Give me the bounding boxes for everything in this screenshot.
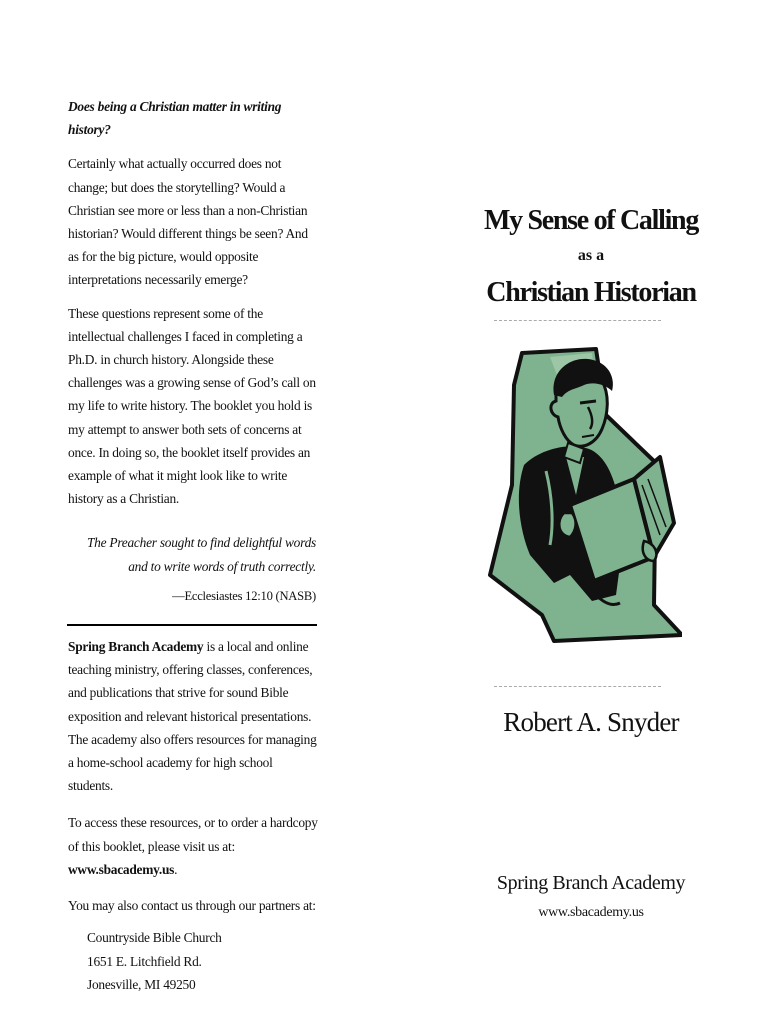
address-line-church: Countryside Bible Church	[87, 930, 222, 946]
partner-address	[68, 926, 320, 997]
lead-question: Does being a Christian matter in writing history?	[68, 99, 282, 138]
reading-scholar-illustration	[484, 345, 682, 643]
back-panel	[68, 95, 320, 997]
publisher-website[interactable]: www.sbacademy.us	[538, 905, 644, 920]
academy-paragraph	[68, 635, 320, 797]
cover-title-line-2: Christian Historian	[486, 277, 696, 308]
author-name: Robert A. Snyder	[503, 707, 679, 737]
quote-line-2: and to write words of truth correctly.	[128, 558, 316, 574]
academy-description: is a local and online teaching ministry, offering classes, conferences, and publications that strive for sound Bible exposition and relevant historical presentations. The academy also offers resources for managing a home-school academy for high school students.	[68, 639, 317, 794]
scripture-citation: —Ecclesiastes 12:10 (NASB)	[172, 588, 316, 603]
contact-paragraph: You may also contact us through our partners at:	[68, 898, 316, 914]
section-divider	[67, 624, 317, 626]
cover-title-connector: as a	[577, 247, 605, 264]
cover-dashed-divider-top	[494, 320, 661, 321]
cover-dashed-divider-bottom	[494, 686, 661, 687]
access-paragraph	[68, 811, 320, 881]
challenges-paragraph: These questions represent some of the intellectual challenges I faced in completing a Ph.D. in church history. Alongside these challenges was a growing sense of God’s call on my life to write history. The booklet you hold is my attempt to answer both sets of concerns at once. In doing so, the booklet itself provides an example of what it might look like to write history as a Christian.	[68, 305, 316, 507]
publisher-name: Spring Branch Academy	[496, 872, 686, 894]
quote-line-1: The Preacher sought to find delightful words	[86, 535, 316, 551]
scripture-quote	[68, 531, 320, 577]
intro-paragraph: Certainly what actually occurred does not change; but does the storytelling? Would a Christian see more or less than a non-Christian historian? Would different things be seen? And as for the big picture, would opposite interpretations necessarily emerge?	[68, 156, 308, 288]
access-text: To access these resources, or to order a hardcopy of this booklet, please visit us at:	[68, 815, 318, 854]
cover-title-line-1: My Sense of Calling	[483, 205, 699, 236]
access-url-link[interactable]: www.sbacademy.us	[68, 861, 175, 877]
address-line-city: Jonesville, MI 49250	[87, 977, 196, 993]
address-line-street: 1651 E. Litchfield Rd.	[87, 953, 202, 969]
access-period: .	[174, 861, 178, 877]
academy-name: Spring Branch Academy	[68, 639, 204, 655]
